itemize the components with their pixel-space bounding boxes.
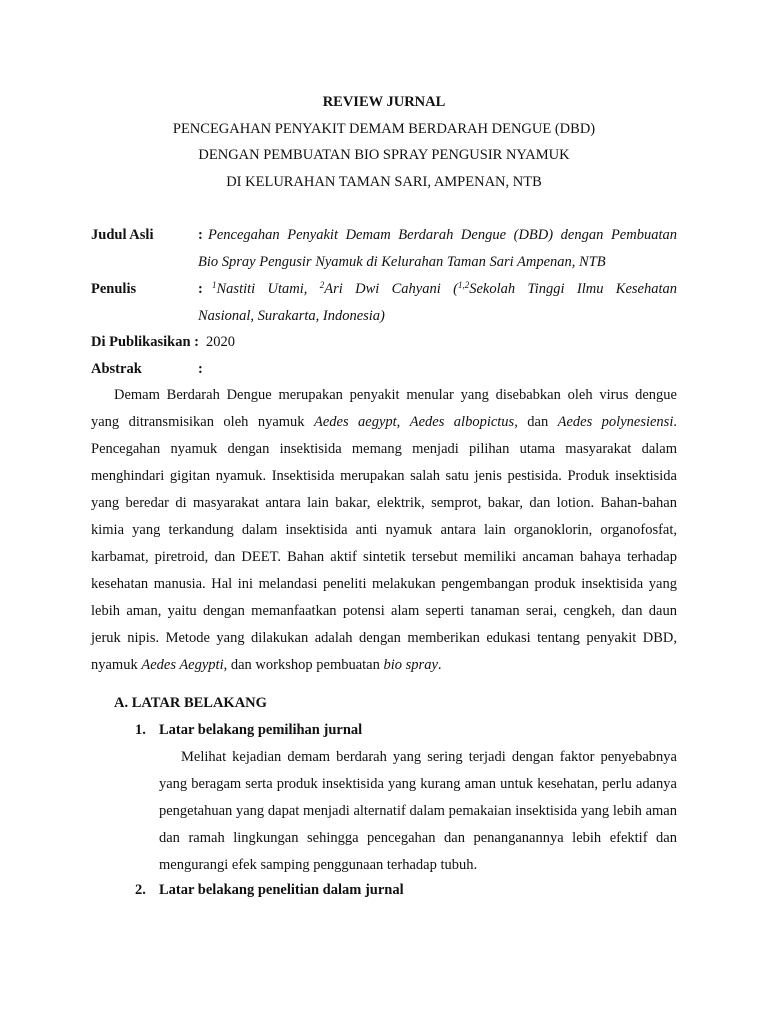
abstract-text-3: , dan xyxy=(514,414,558,430)
species-aedes-albopictus: Aedes albopictus xyxy=(409,414,515,430)
title-block xyxy=(91,89,677,196)
title-line-1: PENCEGAHAN PENYAKIT DEMAM BERDARAH DENGUE (DBD) xyxy=(172,120,596,137)
affiliation-superscript: 1,2 xyxy=(457,280,470,290)
species-aedes-polynesiensi: Aedes polynesiensi xyxy=(557,414,674,430)
penulis-colon: : xyxy=(198,281,203,297)
species-aedes-aegypt: Aedes aegypt xyxy=(313,414,397,430)
penulis-label: Penulis xyxy=(91,281,137,297)
author-2-superscript: 2 xyxy=(319,280,325,290)
subsection-2-heading xyxy=(135,877,404,904)
author-2-name: Ari Dwi Cahyani ( xyxy=(324,281,458,297)
species-aedes-aegypti: Aedes Aegypti xyxy=(141,657,224,673)
affiliation-line-2: Nasional, Surakarta, Indonesia) xyxy=(198,308,385,324)
title-line-3: DI KELURAHAN TAMAN SARI, AMPENAN, NTB xyxy=(226,174,542,191)
judul-asli-value-line-2: Bio Spray Pengusir Nyamuk di Kelurahan Taman Sari Ampenan, NTB xyxy=(198,254,606,270)
abstract-paragraph xyxy=(91,382,677,679)
publikasi-year: 2020 xyxy=(206,334,235,350)
abstract-text-1: Demam Berdarah Dengue merupakan penyakit menular yang disebabkan oleh virus dengue yang ditransmisikan oleh nyamuk xyxy=(91,387,677,430)
subsection-1-heading xyxy=(135,717,362,744)
judul-asli-value-line-1: Pencegahan Penyakit Demam Berdarah Dengue (DBD) dengan Pembuatan xyxy=(208,227,677,243)
subsection-1-title: Latar belakang pemilihan jurnal xyxy=(159,722,363,738)
abstract-body xyxy=(91,382,677,679)
subsection-2-title: Latar belakang penelitian dalam jurnal xyxy=(159,882,404,898)
judul-asli-colon: : xyxy=(198,227,203,243)
subsection-1-body xyxy=(159,744,677,879)
subsection-1-paragraph: Melihat kejadian demam berdarah yang sering terjadi dengan faktor penyebabnya yang beragam serta produk insektisida yang kurang aman untuk kesehatan, perlu adanya pengetahuan yang dapat menjadi alternatif dalam pemakaian insektisida yang lebih aman dan ramah lingkungan sehingga pencegahan dan penanganannya lebih efektif dan mengurangi efek samping penggunaan terhadap tubuh. xyxy=(159,749,677,873)
affiliation-line-1: Sekolah Tinggi Ilmu Kesehatan xyxy=(469,281,677,297)
publikasi-label: Di Publikasikan : xyxy=(91,334,199,350)
term-bio-spray: bio spray xyxy=(383,657,438,673)
abstrak-colon: : xyxy=(198,361,203,377)
abstract-text-5: , dan workshop pembuatan xyxy=(223,657,384,673)
abstract-text-2: , xyxy=(396,414,410,430)
judul-asli-label: Judul Asli xyxy=(91,227,154,243)
section-a-heading: A. LATAR BELAKANG xyxy=(114,695,267,711)
document-heading: REVIEW JURNAL xyxy=(322,94,446,110)
abstrak-label: Abstrak xyxy=(91,361,142,377)
abstract-text-4: . Pencegahan nyamuk dengan insektisida memang menjadi pilihan utama masyarakat dalam menghindari gigitan nyamuk. Insektisida merupakan salah satu jenis pestisida. Produk insektisida yang beredar di masyarakat antara lain bakar, elektrik, semprot, bakar, dan lotion. Bahan-bahan kimia yang terkandung dalam insektisida anti nyamuk antara lain organoklorin, organofosfat, karbamat, piretroid, dan DEET. Bahan aktif sintetik tersebut memiliki ancaman bahaya terhadap kesehatan manusia. Hal ini melandasi peneliti melakukan pengembangan produk insektisida yang lebih aman, yaitu dengan memanfaatkan potensi alam seperti tanaman serai, cengkeh, dan daun jeruk nipis. Metode yang dilakukan adalah dengan memberikan edukasi tentang penyakit DBD, nyamuk xyxy=(91,414,677,673)
subsection-1-number: 1. xyxy=(135,722,146,738)
abstract-text-6: . xyxy=(437,657,442,673)
title-line-2: DENGAN PEMBUATAN BIO SPRAY PENGUSIR NYAMUK xyxy=(198,147,570,164)
subsection-2-number: 2. xyxy=(135,882,146,898)
penulis-value-line-1 xyxy=(212,276,677,303)
author-1-name: Nastiti Utami, xyxy=(216,281,308,297)
author-1-superscript: 1 xyxy=(212,280,217,290)
